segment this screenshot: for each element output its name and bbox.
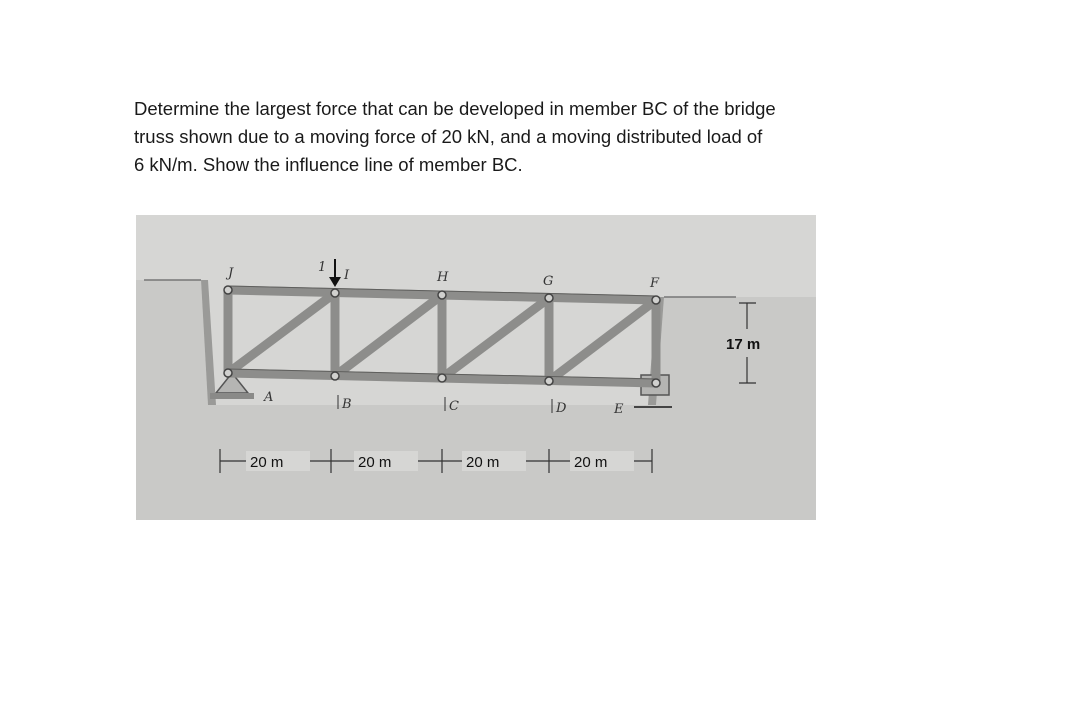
problem-line-2: truss shown due to a moving force of 20 kN, and a moving distributed load of: [134, 126, 763, 147]
node-label-c: C: [449, 399, 459, 414]
truss-figure: [136, 215, 816, 520]
node-label-f: F: [650, 276, 660, 291]
node-label-i: I: [344, 268, 350, 283]
node-label-e: E: [614, 402, 624, 417]
truss-diagram: [136, 215, 816, 520]
node-label-h: H: [437, 270, 449, 285]
span-label-cd: 20 m: [466, 454, 500, 471]
span-label-ab: 20 m: [250, 454, 284, 471]
span-label-bc: 20 m: [358, 454, 392, 471]
node-label-g: G: [543, 274, 554, 289]
support-a-base: [210, 393, 254, 399]
node-label-b: B: [342, 397, 352, 412]
problem-statement: [134, 95, 994, 179]
node-label-d: D: [556, 401, 567, 416]
node-label-j: J: [228, 266, 234, 281]
problem-line-1: Determine the largest force that can be developed in member BC of the bridge: [134, 98, 776, 119]
problem-line-3: 6 kN/m. Show the influence line of member BC.: [134, 154, 523, 175]
span-label-de: 20 m: [574, 454, 608, 471]
load-marker-label: 1: [318, 260, 327, 275]
node-label-a: A: [264, 390, 274, 405]
height-label: 17 m: [726, 336, 761, 353]
